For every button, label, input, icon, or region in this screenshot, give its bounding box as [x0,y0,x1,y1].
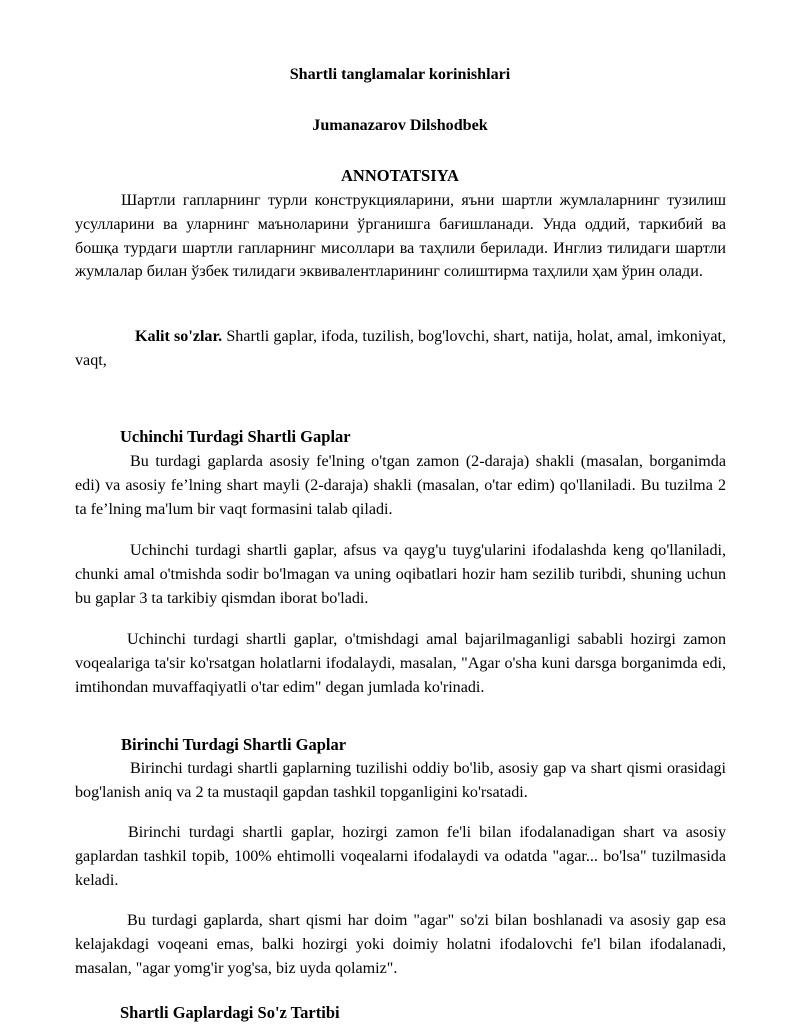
paragraph-text: Uchinchi turdagi shartli gaplar, o'tmishdagi amal bajarilmaganligi sababli hozirgi zamon voqealariga ta'sir ko'rsatgan holatlarni ifodalaydi, masalan, "Agar o'sha kuni darsga borganimda edi, imtihondan muvaffaqiyatli o'tar edim" degan jumlada ko'rinadi. [75,631,726,696]
paragraph-text: Bu turdagi gaplarda, shart qismi har doim "agar" so'zi bilan boshlanadi va asosiy gap esa kelajakdagi voqeani emas, balki hozirgi yoki doimiy holatni ifodalovchi fe'l bilan ifodalanadi, masalan, "agar yomg'ir yog'sa, biz uyda qolamiz". [75,912,726,977]
paragraph-text: Birinchi turdagi shartli gaplar, hozirgi zamon fe'li bilan ifodalanadigan shart va asosiy gaplardan tashkil topib, 100% ehtimolli voqealarni ifodalaydi va odatda "agar... bo'lsa" tuzilmasida keladi. [75,824,726,889]
author-name: Jumanazarov Dilshodbek [312,117,488,134]
section-paragraph [75,628,726,699]
keywords-text: Shartli gaplar, ifoda, tuzilish, bog'lovchi, shart, natija, holat, amal, imkoniyat, vaqt, [75,328,726,369]
annotation-heading: ANNOTATSIYA [341,166,459,185]
section-paragraph [75,821,726,892]
annotation-paragraph [75,189,726,284]
section-paragraph [75,757,726,805]
section-heading-first-type: Birinchi Turdagi Shartli Gaplar [121,735,347,754]
section-paragraph [75,450,726,521]
keywords-label: Kalit so'zlar. [135,328,223,345]
paragraph-text: Birinchi turdagi shartli gaplarning tuzilishi oddiy bo'lib, asosiy gap va shart qismi orasidagi bog'lanish aniq va 2 ta mustaqil gapdan tashkil topganligini ko'rsatadi. [75,760,726,801]
section-heading-word-order: Shartli Gaplardagi So'z Tartibi [120,1003,340,1022]
keywords-paragraph [75,325,726,373]
section-paragraph [75,539,726,610]
paragraph-text: Bu turdagi gaplarda asosiy fe'lning o'tgan zamon (2-daraja) shakli (masalan, borganimda edi) va asosiy fe’lning shart mayli (2-daraja) shakli (masalan, o'tar edim) qo'llaniladi. Bu tuzilma 2 ta fe’lning ma'lum bir vaqt formasini talab qiladi. [75,453,726,518]
section-heading-third-type: Uchinchi Turdagi Shartli Gaplar [120,427,351,446]
annotation-text: Шартли гапларнинг турли конструкцияларини, яъни шартли жумлаларнинг тузилиш усулларини ва уларнинг маъноларини ўрганишга бағишланади. Унда оддий, таркибий ва бошқа турдаги шартли гапларнинг мисоллари ва таҳлили берилади. Инглиз тилидаги шартли жумлалар билан ўзбек тилидаги эквивалентларининг солиштирма таҳлили ҳам ўрин олади. [75,192,726,281]
document-title: Shartli tanglamalar korinishlari [289,66,511,83]
section-paragraph [75,909,726,980]
paragraph-text: Uchinchi turdagi shartli gaplar, afsus va qayg'u tuyg'ularini ifodalashda keng qo'llaniladi, chunki amal o'tmishda sodir bo'lmagan va uning oqibatlari hozir ham sezilib turibdi, shuning uchun bu gaplar 3 ta tarkibiy qismdan iborat bo'ladi. [75,542,726,607]
